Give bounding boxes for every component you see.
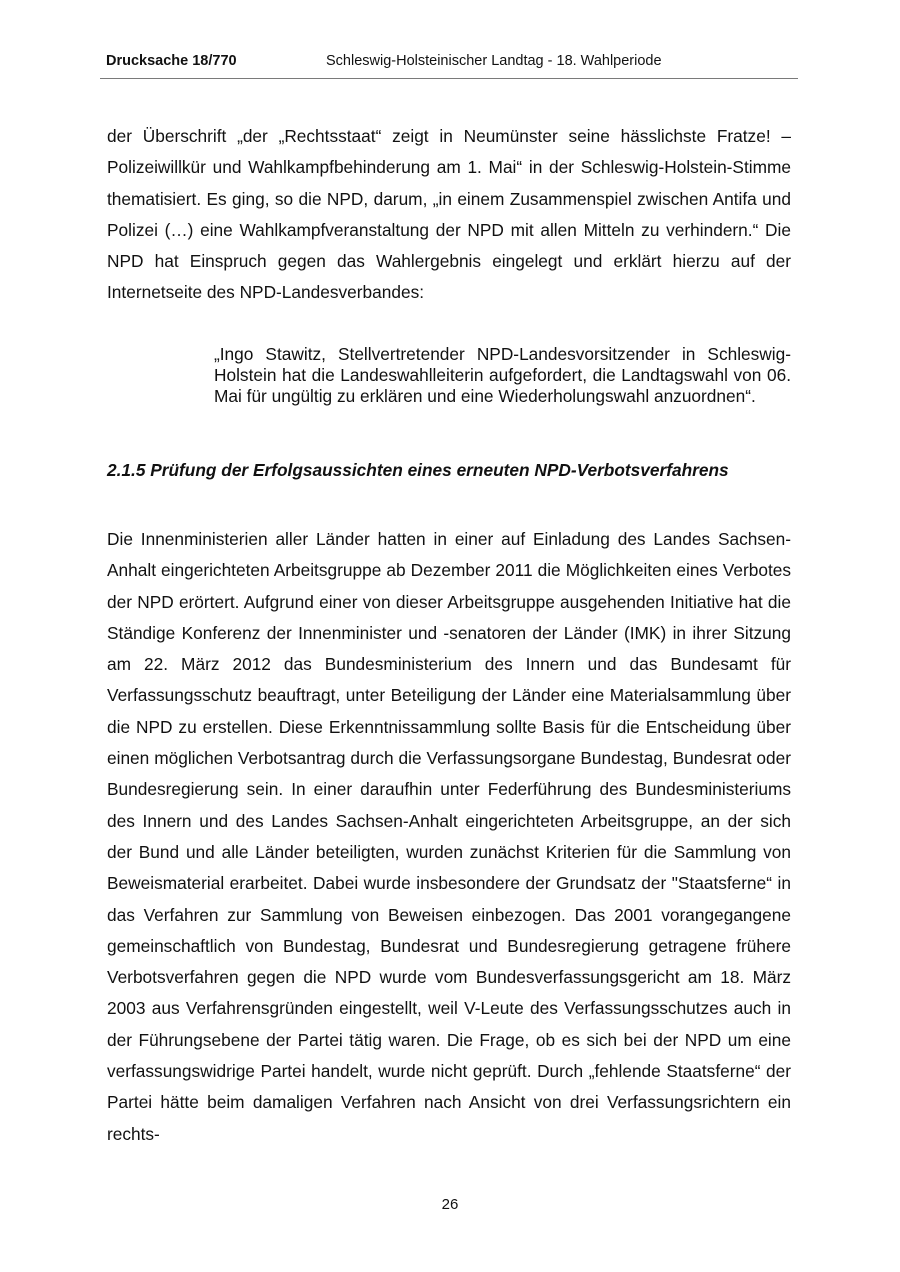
section-heading: 2.1.5 Prüfung der Erfolgsaussichten eines erneuten NPD-Verbotsverfahrens <box>107 460 729 480</box>
document-number: Drucksache 18/770 <box>106 53 237 69</box>
header-title: Schleswig-Holsteinischer Landtag - 18. Wahlperiode <box>326 53 662 69</box>
page-header <box>100 50 798 79</box>
block-quote: „Ingo Stawitz, Stellvertretender NPD-Landesvorsitzender in Schleswig-Holstein hat die Landeswahlleiterin aufgefordert, die Landtagswahl von 06. Mai für ungültig zu erklären und eine Wiederholungswahl anzuordnen“. <box>214 344 791 406</box>
page-number: 26 <box>441 1196 459 1213</box>
main-paragraph: Die Innenministerien aller Länder hatten in einer auf Einladung des Landes Sachsen-Anhalt eingerichteten Arbeitsgruppe ab Dezember 2011 die Möglichkeiten eines Verbotes der NPD erörtert. Aufgrund einer von dieser Arbeitsgruppe ausgehenden Initiative hat die Ständige Konferenz der Innenminister und -senatoren der Länder (IMK) in ihrer Sitzung am 22. März 2012 das Bundesministerium des Innern und das Bundesamt für Verfassungsschutz beauftragt, unter Beteiligung der Länder eine Materialsammlung über die NPD zu erstellen. Diese Erkenntnissammlung sollte Basis für die Entscheidung über einen möglichen Verbotsantrag durch die Verfassungsorgane Bundestag, Bundesrat oder Bundesregierung sein. In einer daraufhin unter Federführung des Bundesministeriums des Innern und des Landes Sachsen-Anhalt eingerichteten Arbeitsgruppe, an der sich der Bund und alle Länder beteiligten, wurden zunächst Kriterien für die Sammlung von Beweismaterial erarbeitet. Dabei wurde insbesondere der Grundsatz der "Staatsferne“ in das Verfahren zur Sammlung von Beweisen einbezogen. Das 2001 vorangegangene gemeinschaftlich von Bundestag, Bundesrat und Bundesregierung getragene frühere Verbotsverfahren gegen die NPD wurde vom Bundesverfassungsgericht am 18. März 2003 aus Verfahrensgründen eingestellt, weil V-Leute des Verfassungsschutzes auch in der Führungsebene der Partei tätig waren. Die Frage, ob es sich bei der NPD um eine verfassungswidrige Partei handelt, wurde nicht geprüft. Durch „fehlende Staatsferne“ der Partei hätte beim damaligen Verfahren nach Ansicht von drei Verfassungsrichtern ein rechts- <box>107 529 791 1144</box>
intro-paragraph: der Überschrift „der „Rechtsstaat“ zeigt in Neumünster seine hässlichste Fratze! – Polizeiwillkür und Wahlkampfbehinderung am 1. Mai“ in der Schleswig-Holstein-Stimme thematisiert. Es ging, so die NPD, darum, „in einem Zusammenspiel zwischen Antifa und Polizei (…) eine Wahlkampfveranstaltung der NPD mit allen Mitteln zu verhindern.“ Die NPD hat Einspruch gegen das Wahlergebnis eingelegt und erklärt hierzu auf der Internetseite des NPD-Landesverbandes: <box>107 126 791 303</box>
